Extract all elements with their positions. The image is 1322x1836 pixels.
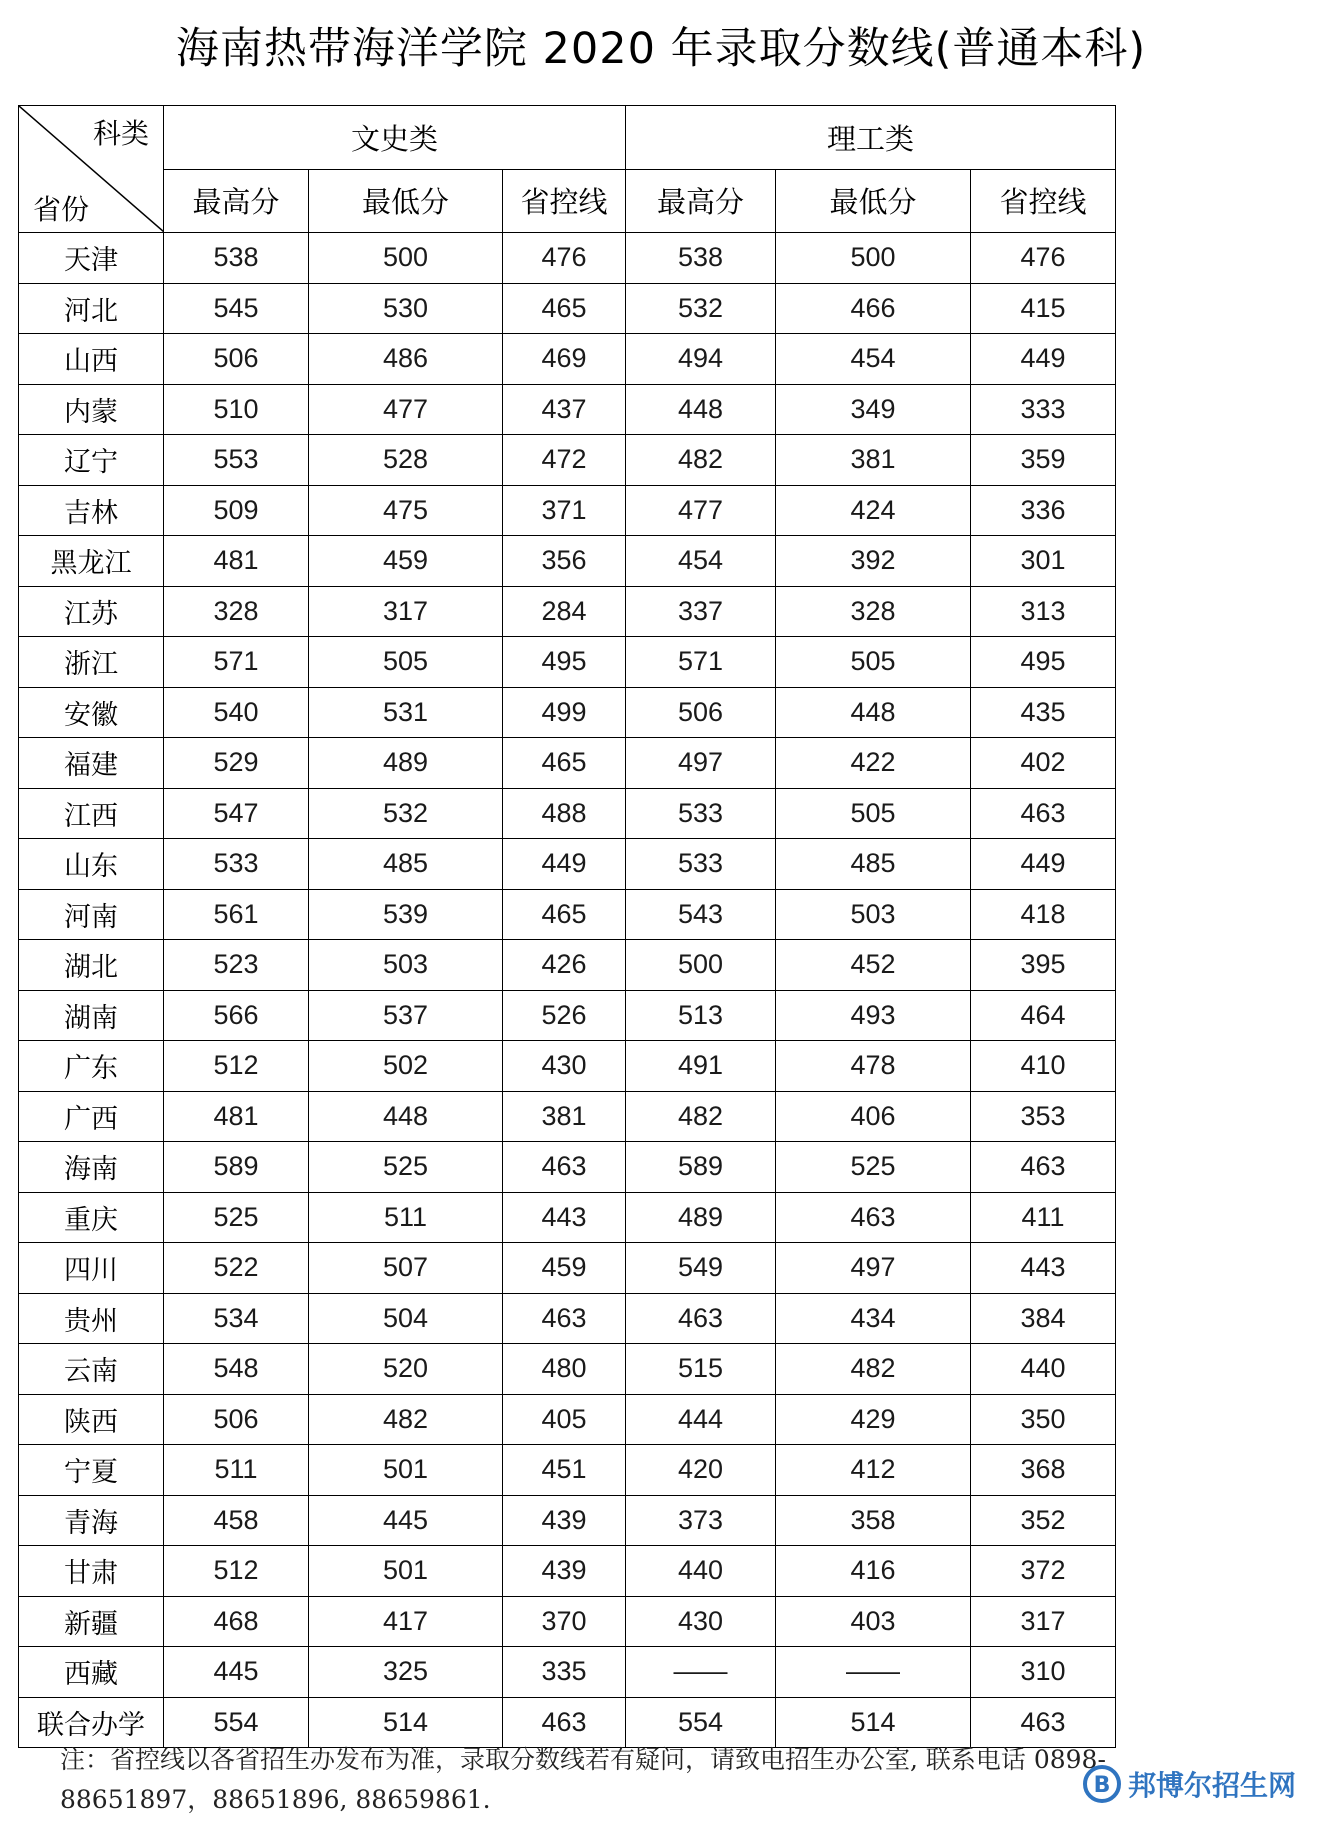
score-cell: 452 [776,940,971,991]
score-cell: 463 [503,1293,626,1344]
province-cell: 河北 [19,283,164,334]
table-row [19,687,1116,738]
score-cell: 350 [971,1394,1116,1445]
score-cell: 532 [309,788,503,839]
score-cell: 371 [503,485,626,536]
group-header-liberal-arts: 文史类 [164,106,626,170]
watermark-text: 邦博尔招生网 [1128,1769,1297,1802]
score-cell: 463 [626,1293,776,1344]
header-row-groups [19,106,1116,170]
score-cell: 437 [503,384,626,435]
province-cell: 云南 [19,1344,164,1395]
score-cell: 488 [503,788,626,839]
score-cell: 476 [503,233,626,284]
table-row [19,1192,1116,1243]
score-cell: 454 [626,536,776,587]
table-row [19,738,1116,789]
score-cell: 478 [776,1041,971,1092]
province-cell: 海南 [19,1142,164,1193]
score-cell: 491 [626,1041,776,1092]
score-cell: 500 [626,940,776,991]
score-cell: 356 [503,536,626,587]
table-row [19,1344,1116,1395]
score-cell: 463 [503,1697,626,1748]
province-cell: 河南 [19,889,164,940]
score-cell: 440 [971,1344,1116,1395]
province-cell: 浙江 [19,637,164,688]
score-cell: 466 [776,283,971,334]
score-cell: 405 [503,1394,626,1445]
score-cell: 506 [164,334,309,385]
column-header-provincial-line: 省控线 [971,169,1116,233]
score-cell: 520 [309,1344,503,1395]
score-cell: 464 [971,990,1116,1041]
score-cell: 372 [971,1546,1116,1597]
province-cell: 山东 [19,839,164,890]
score-cell: 381 [776,435,971,486]
score-cell: 333 [971,384,1116,435]
score-cell: 335 [503,1647,626,1698]
score-cell: 402 [971,738,1116,789]
score-cell: 430 [503,1041,626,1092]
score-cell: 313 [971,586,1116,637]
score-cell: 410 [971,1041,1116,1092]
score-cell: 415 [971,283,1116,334]
score-cell: 507 [309,1243,503,1294]
score-cell: 512 [164,1546,309,1597]
province-cell: 广西 [19,1091,164,1142]
province-cell: 安徽 [19,687,164,738]
score-cell: 416 [776,1546,971,1597]
province-cell: 甘肃 [19,1546,164,1597]
province-cell: 新疆 [19,1596,164,1647]
table-row [19,1546,1116,1597]
score-cell: 472 [503,435,626,486]
province-cell: 贵州 [19,1293,164,1344]
score-cell: 448 [309,1091,503,1142]
score-cell: 533 [626,839,776,890]
score-cell: 430 [626,1596,776,1647]
score-cell: 506 [164,1394,309,1445]
score-cell: 566 [164,990,309,1041]
score-cell: 505 [776,788,971,839]
score-cell: 370 [503,1596,626,1647]
score-cell: 501 [309,1546,503,1597]
score-cell: 482 [309,1394,503,1445]
score-cell: 349 [776,384,971,435]
score-cell: 458 [164,1495,309,1546]
score-cell: 310 [971,1647,1116,1698]
score-cell: 424 [776,485,971,536]
table-row [19,283,1116,334]
score-cell: 540 [164,687,309,738]
score-cell: 533 [164,839,309,890]
score-cell: 418 [971,889,1116,940]
table-row [19,384,1116,435]
score-cell: 406 [776,1091,971,1142]
table-row [19,1647,1116,1698]
score-cell: 359 [971,435,1116,486]
province-cell: 重庆 [19,1192,164,1243]
table-row [19,1495,1116,1546]
table-row [19,839,1116,890]
table-row [19,485,1116,536]
score-cell: 448 [626,384,776,435]
score-cell: 538 [164,233,309,284]
score-cell: 489 [626,1192,776,1243]
score-cell: 504 [309,1293,503,1344]
score-cell: 481 [164,536,309,587]
score-cell: 553 [164,435,309,486]
score-cell: 502 [309,1041,503,1092]
score-cell: 561 [164,889,309,940]
province-cell: 天津 [19,233,164,284]
score-cell: 443 [971,1243,1116,1294]
score-cell: 513 [626,990,776,1041]
score-cell: 485 [776,839,971,890]
score-cell: 439 [503,1546,626,1597]
b-circle-logo-icon [1082,1764,1122,1804]
score-cell: 412 [776,1445,971,1496]
province-cell: 陕西 [19,1394,164,1445]
score-cell: 548 [164,1344,309,1395]
score-cell: 554 [164,1697,309,1748]
score-cell: 533 [626,788,776,839]
score-cell: 368 [971,1445,1116,1496]
score-cell: 301 [971,536,1116,587]
table-row [19,435,1116,486]
column-header-provincial-line: 省控线 [503,169,626,233]
score-cell: 463 [776,1192,971,1243]
score-cell: 459 [503,1243,626,1294]
score-cell: 476 [971,233,1116,284]
corner-header-cell [19,106,164,233]
score-cell: 403 [776,1596,971,1647]
score-cell: 337 [626,586,776,637]
score-cell: 449 [971,839,1116,890]
score-cell: 505 [309,637,503,688]
score-cell: —— [776,1647,971,1698]
score-cell: 463 [971,1697,1116,1748]
score-cell: 426 [503,940,626,991]
score-cell: 465 [503,283,626,334]
score-cell: 459 [309,536,503,587]
score-cell: 538 [626,233,776,284]
score-cell: 468 [164,1596,309,1647]
score-cell: 525 [776,1142,971,1193]
svg-text:B: B [1093,1773,1111,1798]
score-cell: 531 [309,687,503,738]
column-header-min-score: 最低分 [776,169,971,233]
score-cell: 284 [503,586,626,637]
score-cell: 500 [776,233,971,284]
table-row [19,1243,1116,1294]
table-row [19,334,1116,385]
table-row [19,637,1116,688]
score-cell: 317 [971,1596,1116,1647]
score-cell: 429 [776,1394,971,1445]
score-cell: 522 [164,1243,309,1294]
score-cell: 477 [309,384,503,435]
province-cell: 福建 [19,738,164,789]
score-cell: 482 [776,1344,971,1395]
table-row [19,1445,1116,1496]
score-cell: —— [626,1647,776,1698]
score-cell: 511 [164,1445,309,1496]
score-cell: 500 [309,233,503,284]
score-cell: 589 [626,1142,776,1193]
page-title: 海南热带海洋学院 2020 年录取分数线(普通本科) [175,24,1147,74]
score-cell: 463 [503,1142,626,1193]
table-row [19,1142,1116,1193]
table-row [19,889,1116,940]
score-cell: 392 [776,536,971,587]
score-cell: 501 [309,1445,503,1496]
province-cell: 湖南 [19,990,164,1041]
score-cell: 481 [164,1091,309,1142]
province-cell: 西藏 [19,1647,164,1698]
score-cell: 420 [626,1445,776,1496]
score-cell: 434 [776,1293,971,1344]
score-cell: 489 [309,738,503,789]
score-cell: 497 [776,1243,971,1294]
province-cell: 江西 [19,788,164,839]
score-cell: 328 [164,586,309,637]
score-cell: 445 [309,1495,503,1546]
score-cell: 505 [776,637,971,688]
score-cell: 545 [164,283,309,334]
score-cell: 515 [626,1344,776,1395]
column-header-max-score: 最高分 [164,169,309,233]
province-cell: 江苏 [19,586,164,637]
score-cell: 503 [776,889,971,940]
score-cell: 411 [971,1192,1116,1243]
column-header-max-score: 最高分 [626,169,776,233]
table-row [19,1596,1116,1647]
score-cell: 506 [626,687,776,738]
score-cell: 448 [776,687,971,738]
score-cell: 325 [309,1647,503,1698]
score-cell: 482 [626,1091,776,1142]
score-cell: 454 [776,334,971,385]
score-cell: 486 [309,334,503,385]
score-cell: 512 [164,1041,309,1092]
score-cell: 549 [626,1243,776,1294]
score-cell: 503 [309,940,503,991]
score-cell: 384 [971,1293,1116,1344]
watermark [1082,1764,1296,1804]
score-cell: 589 [164,1142,309,1193]
table-row [19,233,1116,284]
score-cell: 511 [309,1192,503,1243]
score-cell: 439 [503,1495,626,1546]
score-cell: 495 [503,637,626,688]
score-cell: 336 [971,485,1116,536]
score-cell: 463 [971,1142,1116,1193]
score-cell: 444 [626,1394,776,1445]
province-cell: 湖北 [19,940,164,991]
score-cell: 534 [164,1293,309,1344]
score-cell: 373 [626,1495,776,1546]
score-cell: 494 [626,334,776,385]
score-cell: 543 [626,889,776,940]
score-cell: 480 [503,1344,626,1395]
score-cell: 525 [164,1192,309,1243]
score-cell: 493 [776,990,971,1041]
score-cell: 532 [626,283,776,334]
group-header-science: 理工类 [626,106,1116,170]
score-cell: 547 [164,788,309,839]
table-row [19,788,1116,839]
table-row [19,940,1116,991]
score-cell: 443 [503,1192,626,1243]
score-cell: 465 [503,738,626,789]
province-cell: 联合办学 [19,1697,164,1748]
score-cell: 526 [503,990,626,1041]
province-cell: 黑龙江 [19,536,164,587]
corner-label-category: 科类 [92,117,149,150]
score-cell: 422 [776,738,971,789]
score-cell: 352 [971,1495,1116,1546]
score-cell: 463 [971,788,1116,839]
score-cell: 449 [503,839,626,890]
score-cell: 451 [503,1445,626,1496]
score-cell: 514 [309,1697,503,1748]
score-cell: 571 [626,637,776,688]
score-cell: 482 [626,435,776,486]
score-cell: 509 [164,485,309,536]
table-row [19,1394,1116,1445]
score-cell: 469 [503,334,626,385]
column-header-min-score: 最低分 [309,169,503,233]
table-row [19,990,1116,1041]
province-cell: 山西 [19,334,164,385]
score-cell: 528 [309,435,503,486]
score-cell: 495 [971,637,1116,688]
province-cell: 广东 [19,1041,164,1092]
score-cell: 440 [626,1546,776,1597]
score-cell: 514 [776,1697,971,1748]
score-cell: 537 [309,990,503,1041]
score-cell: 530 [309,283,503,334]
score-cell: 525 [309,1142,503,1193]
score-cell: 554 [626,1697,776,1748]
score-cell: 529 [164,738,309,789]
header-row-columns [19,169,1116,233]
score-cell: 435 [971,687,1116,738]
province-cell: 辽宁 [19,435,164,486]
province-cell: 内蒙 [19,384,164,435]
score-cell: 417 [309,1596,503,1647]
score-cell: 485 [309,839,503,890]
score-cell: 449 [971,334,1116,385]
table-row [19,1041,1116,1092]
province-cell: 吉林 [19,485,164,536]
province-cell: 宁夏 [19,1445,164,1496]
table-row [19,1091,1116,1142]
footnote: 注：省控线以各省招生办发布为准，录取分数线若有疑问，请致电招生办公室, 联系电话 0898-88651897，88651896, 88659861. [60,1745,1106,1814]
admission-score-table [18,105,1116,1748]
table-row [19,586,1116,637]
score-cell: 571 [164,637,309,688]
score-cell: 358 [776,1495,971,1546]
score-cell: 328 [776,586,971,637]
score-cell: 499 [503,687,626,738]
score-cell: 381 [503,1091,626,1142]
score-cell: 497 [626,738,776,789]
table-row [19,1293,1116,1344]
table-row [19,536,1116,587]
score-cell: 317 [309,586,503,637]
score-cell: 445 [164,1647,309,1698]
province-cell: 四川 [19,1243,164,1294]
score-cell: 510 [164,384,309,435]
score-cell: 395 [971,940,1116,991]
score-cell: 353 [971,1091,1116,1142]
province-cell: 青海 [19,1495,164,1546]
corner-label-province: 省份 [33,193,90,226]
score-cell: 477 [626,485,776,536]
score-cell: 539 [309,889,503,940]
score-cell: 523 [164,940,309,991]
score-cell: 475 [309,485,503,536]
score-cell: 465 [503,889,626,940]
